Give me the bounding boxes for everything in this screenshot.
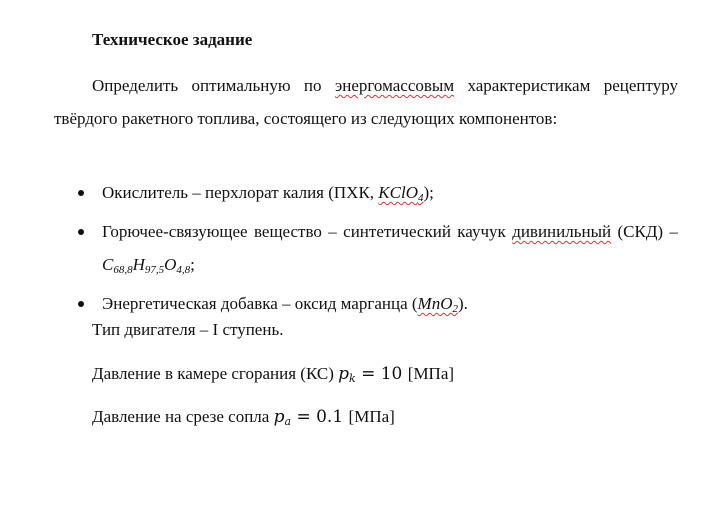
symbol-p: p [273, 407, 285, 427]
formula-sub: 4 [417, 192, 424, 204]
spellcheck-word: энергомассовым [334, 76, 455, 95]
document-heading: Техническое задание [92, 30, 253, 49]
symbol-p: p [338, 364, 350, 384]
nozzle-pressure-line [92, 407, 395, 428]
intro-paragraph [54, 69, 678, 135]
item-text: Энергетическая добавка – оксид марганца ( [102, 294, 418, 313]
formula-main: KClO [378, 183, 418, 202]
formula-c-sub: 68,8 [113, 264, 133, 276]
list-item [54, 176, 678, 215]
item-text-a: Горючее-связующее вещество – синтетический каучук [102, 222, 513, 241]
chem-formula [378, 183, 423, 202]
item-tail: ); [423, 183, 434, 202]
formula-h: H [132, 255, 145, 274]
formula-o-sub: 4,8 [176, 264, 191, 276]
engine-type-line: Тип двигателя – I ступень. [92, 320, 284, 339]
value: = 0.1 [291, 407, 349, 427]
chamber-pressure-line [92, 364, 454, 385]
bullet-icon [78, 190, 84, 196]
unit: [МПа] [348, 407, 395, 426]
value: = 10 [355, 364, 408, 384]
formula-h-sub: 97,5 [144, 264, 165, 276]
item-text: Окислитель – перхлорат калия (ПХК, [102, 183, 379, 202]
spellcheck-word: дивинильный [512, 222, 612, 241]
bullet-icon [78, 301, 84, 307]
symbol-sub: a [284, 415, 292, 428]
symbol-sub: k [349, 372, 356, 385]
formula-c: C [102, 255, 114, 274]
chem-formula [102, 255, 190, 274]
formula-main: MnO [417, 294, 453, 313]
unit: [МПа] [407, 364, 455, 383]
chem-formula [418, 294, 458, 313]
list-item [54, 215, 678, 287]
nozzle-pressure-label: Давление на срезе сопла [92, 407, 274, 426]
item-tail: ; [190, 255, 195, 274]
formula-o: O [164, 255, 177, 274]
intro-text-1: Определить оптимальную по [92, 76, 335, 95]
intro-text-2: характеристикам рецептуру твёрдого ракетного топлива, состоящего из следующих компонентов: [54, 76, 678, 128]
item-text-b: (СКД) – [611, 222, 678, 241]
bullet-icon [78, 229, 84, 235]
chamber-pressure-label: Давление в камере сгорания (КС) [92, 364, 339, 383]
formula-sub: 2 [452, 303, 458, 315]
component-list [54, 176, 678, 326]
item-tail: ). [457, 294, 468, 313]
